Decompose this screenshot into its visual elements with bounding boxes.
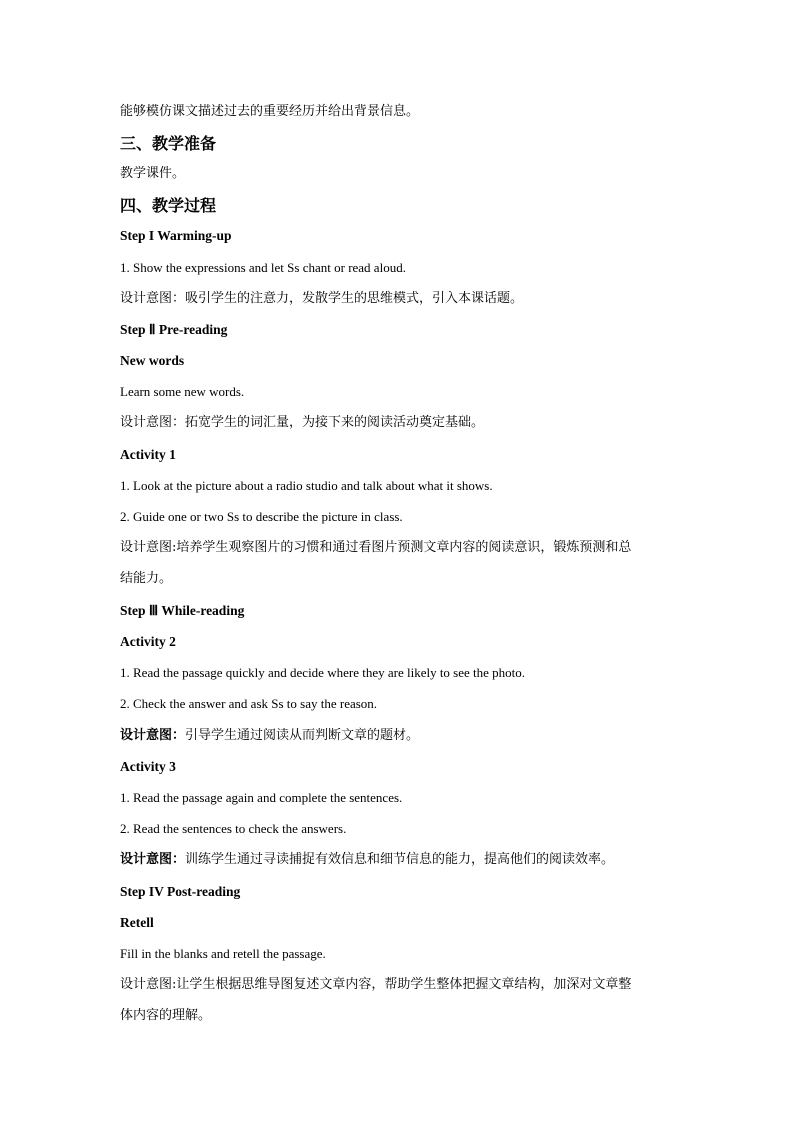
design-intent-line: [120, 977, 631, 993]
heading-text: 四、教学过程: [120, 196, 217, 215]
paragraph-continuation: [120, 1008, 211, 1024]
intent-text: 引导学生通过阅读从而判断文章的题材。: [185, 728, 420, 743]
instruction-text: 1. Read the passage quickly and decide where they are likely to see the photo.: [120, 665, 526, 680]
subheading-activity-3: [120, 759, 176, 775]
step-text: Step Ⅱ Pre-reading: [120, 322, 228, 337]
design-intent-line: [120, 291, 523, 307]
paragraph-text: 能够模仿课文描述过去的重要经历并给出背景信息。: [120, 104, 420, 119]
instruction-line: [120, 696, 377, 712]
instruction-text: 2. Read the sentences to check the answers.: [120, 821, 347, 836]
instruction-text: Fill in the blanks and retell the passage.: [120, 946, 326, 961]
intent-text: 让学生根据思维导图复述文章内容，帮助学生整体把握文章结构，加深对文章整: [176, 977, 632, 992]
instruction-line: [120, 790, 402, 806]
instruction-line: [120, 821, 346, 837]
step-text: Step Ⅲ While-reading: [120, 603, 245, 618]
step-heading-while-reading: [120, 603, 244, 619]
intent-label: 设计意图：: [120, 852, 186, 867]
instruction-line: [120, 478, 493, 494]
paragraph-text: 结能力。: [120, 571, 173, 586]
instruction-text: 1. Show the expressions and let Ss chant or read aloud.: [120, 260, 406, 275]
intent-label: 设计意图：: [120, 415, 186, 430]
subheading-text: Activity 3: [120, 759, 176, 774]
intent-text: 训练学生通过寻读捕捉有效信息和细节信息的能力，提高他们的阅读效率。: [185, 852, 615, 867]
instruction-line: [120, 384, 244, 400]
instruction-text: 1. Look at the picture about a radio studio and talk about what it shows.: [120, 478, 493, 493]
step-text: Step IV Post-reading: [120, 884, 241, 899]
subheading-text: Activity 1: [120, 447, 176, 462]
instruction-text: 1. Read the passage again and complete the sentences.: [120, 790, 403, 805]
step-heading-pre-reading: [120, 322, 227, 338]
instruction-line: [120, 665, 525, 681]
subheading-text: New words: [120, 353, 185, 368]
paragraph-preparation: [120, 166, 185, 182]
instruction-text: Learn some new words.: [120, 384, 245, 399]
subheading-activity-1: [120, 447, 176, 463]
intent-label: 设计意图：: [120, 728, 186, 743]
heading-text: 三、教学准备: [120, 134, 217, 153]
section-heading-process: [120, 196, 216, 216]
section-heading-preparation: [120, 134, 216, 154]
intent-text: 吸引学生的注意力，发散学生的思维模式，引入本课话题。: [185, 291, 524, 306]
instruction-text: 2. Guide one or two Ss to describe the picture in class.: [120, 509, 403, 524]
subheading-text: Retell: [120, 915, 154, 930]
subheading-new-words: [120, 353, 184, 369]
subheading-text: Activity 2: [120, 634, 176, 649]
design-intent-line: [120, 852, 614, 868]
step-text: Step I Warming-up: [120, 228, 232, 243]
design-intent-line: [120, 415, 484, 431]
paragraph-text: 体内容的理解。: [120, 1008, 212, 1023]
instruction-text: 2. Check the answer and ask Ss to say the reason.: [120, 696, 378, 711]
step-heading-warming-up: [120, 228, 232, 244]
step-heading-post-reading: [120, 884, 240, 900]
intent-label: 设计意图:: [120, 977, 177, 992]
paragraph-continuation: [120, 571, 172, 587]
paragraph-objective: [120, 104, 419, 120]
instruction-line: [120, 509, 403, 525]
intent-label: 设计意图:: [120, 540, 177, 555]
instruction-line: [120, 260, 406, 276]
design-intent-line: [120, 728, 419, 744]
intent-text: 拓宽学生的词汇量，为接下来的阅读活动奠定基础。: [185, 415, 485, 430]
instruction-line: [120, 946, 326, 962]
subheading-activity-2: [120, 634, 176, 650]
design-intent-line: [120, 540, 631, 556]
subheading-retell: [120, 915, 154, 931]
paragraph-text: 教学课件。: [120, 166, 186, 181]
intent-text: 培养学生观察图片的习惯和通过看图片预测文章内容的阅读意识，锻炼预测和总: [176, 540, 632, 555]
intent-label: 设计意图：: [120, 291, 186, 306]
